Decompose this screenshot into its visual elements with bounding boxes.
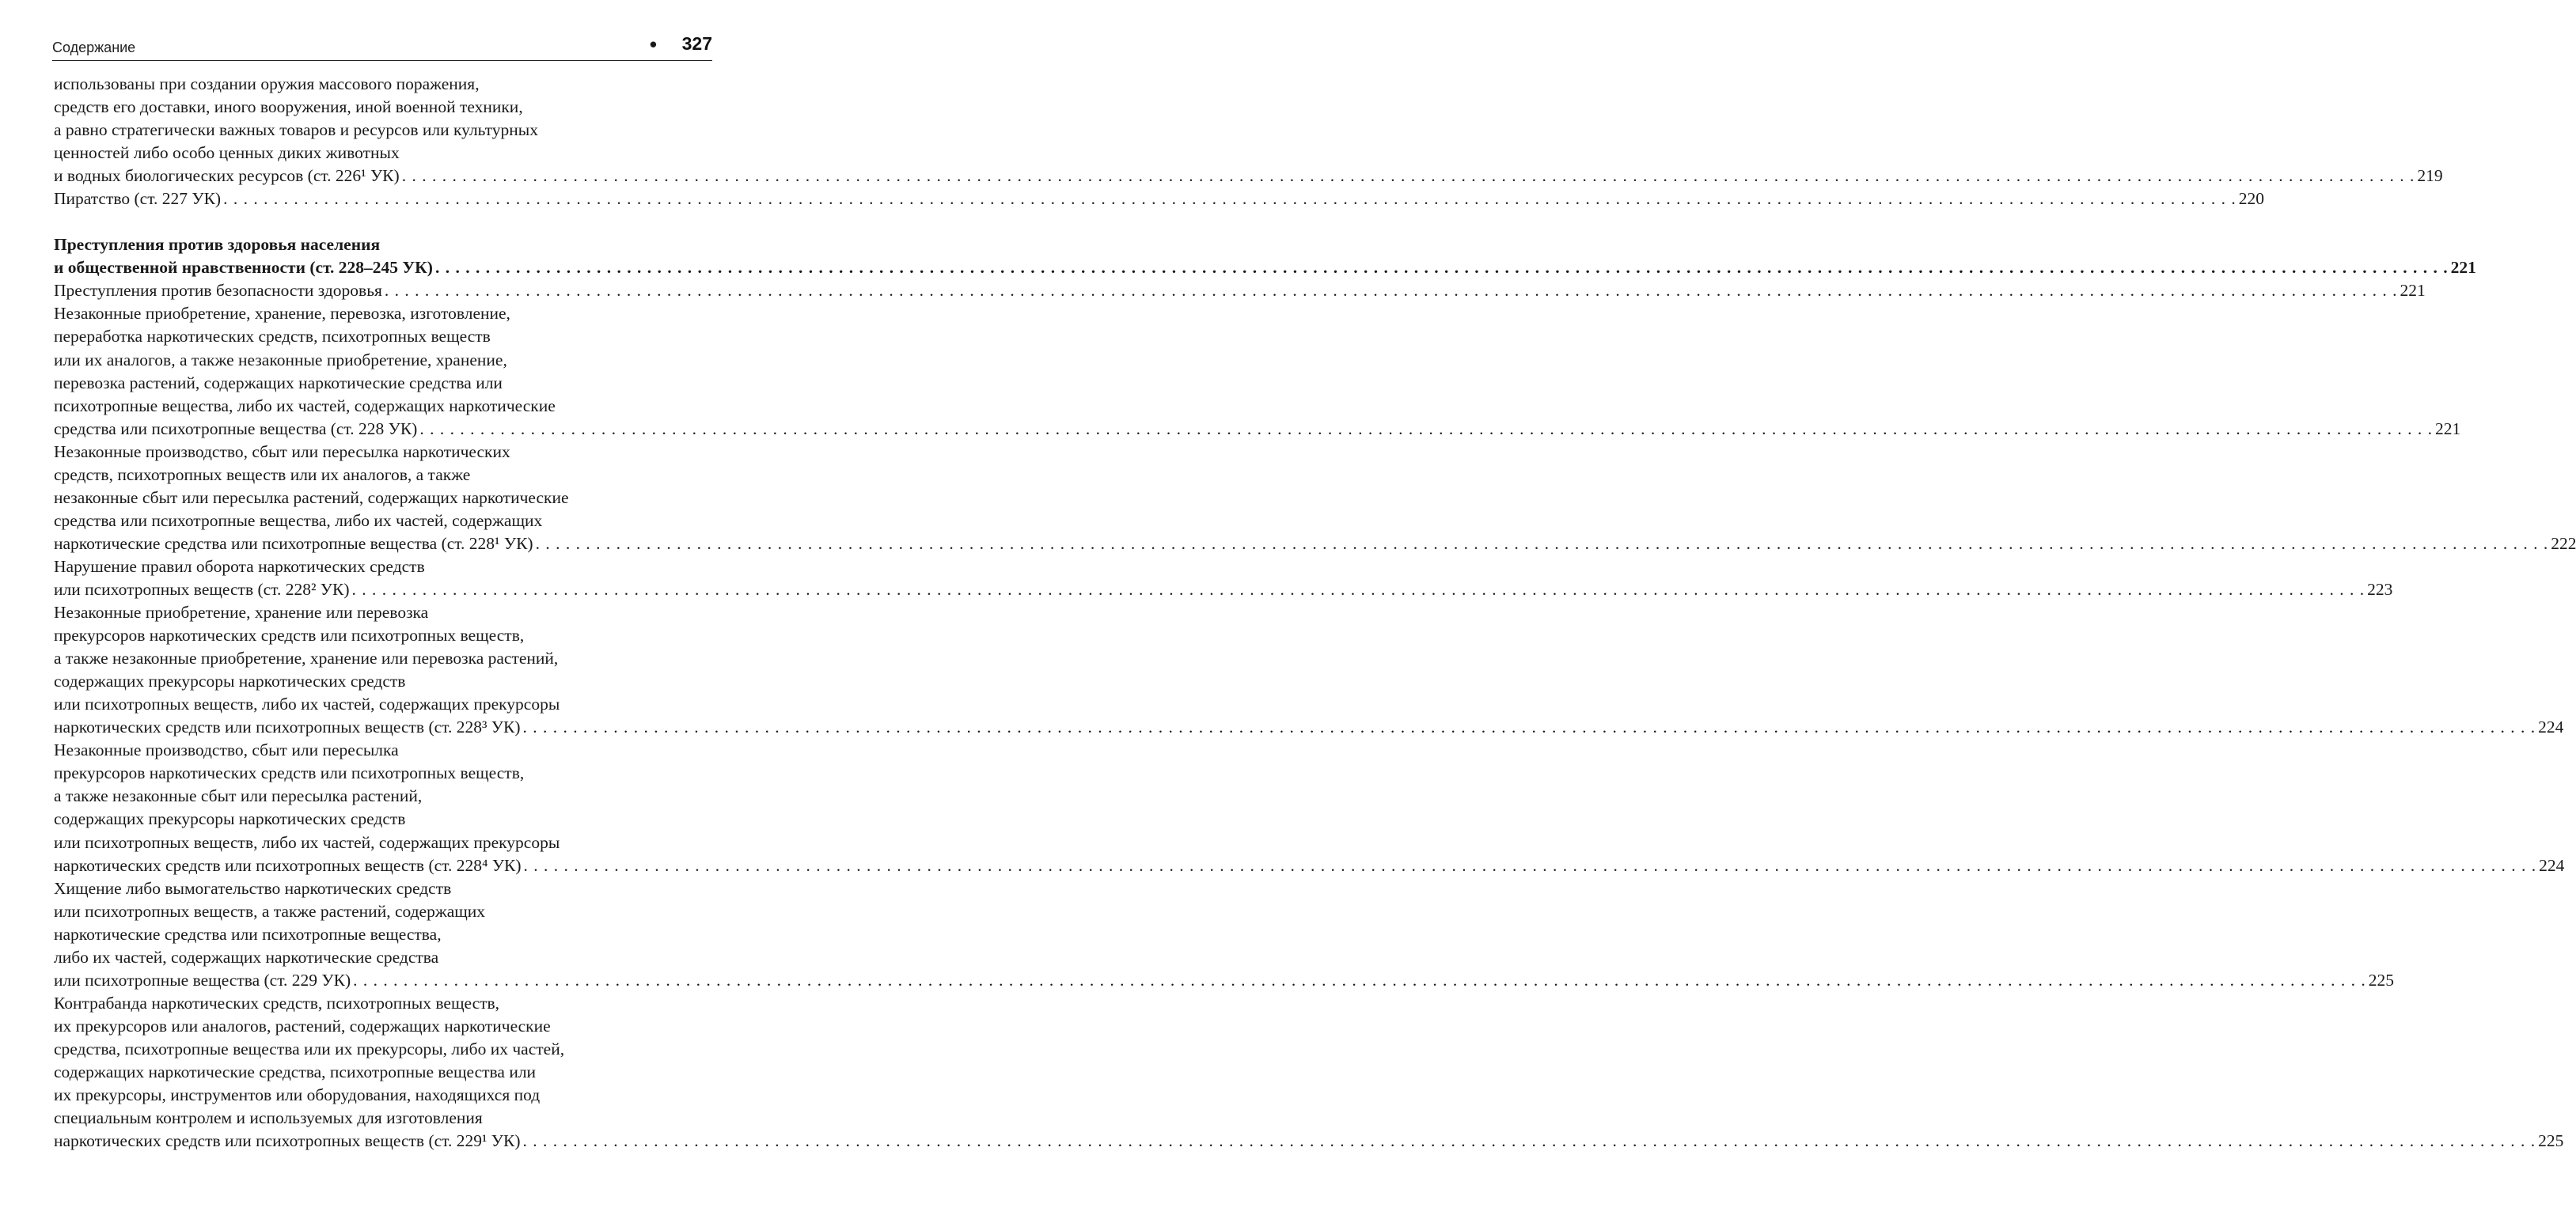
toc-line: средства, психотропные вещества или их прекурсоры, либо их частей, bbox=[54, 1039, 565, 1058]
toc-entry-text: наркотических средств или психотропных веществ (ст. 228³ УК) bbox=[54, 718, 521, 737]
toc-line: а равно стратегически важных товаров и ресурсов или культурных bbox=[54, 120, 538, 140]
toc-entry bbox=[54, 739, 2565, 877]
toc-entry bbox=[54, 279, 2426, 302]
toc-line: Незаконные приобретение, хранение, перевозка, изготовление, bbox=[54, 304, 510, 324]
toc-line: Незаконные производство, сбыт или пересылка bbox=[54, 740, 399, 760]
toc-line bbox=[54, 578, 2393, 601]
dot-leader: . . . . . . . . . . . . . . . . . . . . . . . . . . . . . . . . . . . . . . . . . . . . . . . . . . . . . . . . . . . . . . . . . . . . . . . . . . . . . . . . . . . . . . . . . . . . . . . . . . . . . . . . . . . . . . . . . . . . . . . . . . . . . . . . . . . . . . . . . . . . . . . . . . . . . . . . . . . . . . . . . . . . . . . . . . . . . . . . . . . . . . . . . . . . . . . . . . . . . . . . bbox=[353, 970, 2366, 990]
toc-page-number: 221 bbox=[2434, 418, 2461, 438]
toc-line: или их аналогов, а также незаконные приобретение, хранение, bbox=[54, 350, 507, 369]
toc-line: переработка наркотических средств, психотропных веществ bbox=[54, 327, 491, 346]
toc-page-number: 225 bbox=[2368, 970, 2394, 990]
toc-entry bbox=[54, 187, 2264, 210]
toc-line: Хищение либо вымогательство наркотических средств bbox=[54, 878, 452, 898]
dot-leader: . . . . . . . . . . . . . . . . . . . . . . . . . . . . . . . . . . . . . . . . . . . . . . . . . . . . . . . . . . . . . . . . . . . . . . . . . . . . . . . . . . . . . . . . . . . . . . . . . . . . . . . . . . . . . . . . . . . . . . . . . . . . . . . . . . . . . . . . . . . . . . . . . . . . . . . . . . . . . . . . . . . . . . . . . . . . . . . . . . . . . . . . . . . . . . . . . . . . . . . . bbox=[401, 166, 2415, 186]
toc-entry-text: и водных биологических ресурсов (ст. 226¹ УК) bbox=[54, 166, 400, 186]
toc-line: а также незаконные приобретение, хранение или перевозка растений, bbox=[54, 649, 559, 668]
toc-line: средств его доставки, иного вооружения, иной военной техники, bbox=[54, 97, 523, 117]
toc-line: их прекурсоров или аналогов, растений, содержащих наркотические bbox=[54, 1016, 551, 1036]
toc-line: или психотропных веществ, либо их частей, содержащих прекурсоры bbox=[54, 832, 560, 852]
dot-leader: . . . . . . . . . . . . . . . . . . . . . . . . . . . . . . . . . . . . . . . . . . . . . . . . . . . . . . . . . . . . . . . . . . . . . . . . . . . . . . . . . . . . . . . . . . . . . . . . . . . . . . . . . . . . . . . . . . . . . . . . . . . . . . . . . . . . . . . . . . . . . . . . . . . . . . . . . . . . . . . . . . . . . . . . . . . . . . . . . . . . . . . . . . . . . . . . . . . . . . . . bbox=[223, 189, 2236, 209]
toc-line: психотропные вещества, либо их частей, содержащих наркотические bbox=[54, 396, 556, 415]
toc-line bbox=[54, 716, 2564, 739]
toc-entry bbox=[54, 302, 2461, 440]
toc-entry bbox=[54, 73, 2443, 187]
toc-line: прекурсоров наркотических средств или психотропных веществ, bbox=[54, 626, 525, 646]
toc-line: их прекурсоры, инструментов или оборудования, находящихся под bbox=[54, 1085, 541, 1105]
dot-leader: . . . . . . . . . . . . . . . . . . . . . . . . . . . . . . . . . . . . . . . . . . . . . . . . . . . . . . . . . . . . . . . . . . . . . . . . . . . . . . . . . . . . . . . . . . . . . . . . . . . . . . . . . . . . . . . . . . . . . . . . . . . . . . . . . . . . . . . . . . . . . . . . . . . . . . . . . . . . . . . . . . . . . . . . . . . . . . . . . . . . . . . . . . . . . . . . . . . . . . . . bbox=[535, 533, 2549, 553]
dot-leader: . . . . . . . . . . . . . . . . . . . . . . . . . . . . . . . . . . . . . . . . . . . . . . . . . . . . . . . . . . . . . . . . . . . . . . . . . . . . . . . . . . . . . . . . . . . . . . . . . . . . . . . . . . . . . . . . . . . . . . . . . . . . . . . . . . . . . . . . . . . . . . . . . . . . . . . . . . . . . . . . . . . . . . . . . . . . . . . . . . . . . . . . . . . . . . . . . . . . . . . . bbox=[522, 1131, 2536, 1151]
dot-leader: . . . . . . . . . . . . . . . . . . . . . . . . . . . . . . . . . . . . . . . . . . . . . . . . . . . . . . . . . . . . . . . . . . . . . . . . . . . . . . . . . . . . . . . . . . . . . . . . . . . . . . . . . . . . . . . . . . . . . . . . . . . . . . . . . . . . . . . . . . . . . . . . . . . . . . . . . . . . . . . . . . . . . . . . . . . . . . . . . . . . . . . . . . . . . . . . . . . . . . . . bbox=[523, 855, 2537, 875]
toc-entry-text: наркотических средств или психотропных веществ (ст. 228⁴ УК) bbox=[54, 855, 522, 875]
toc-line bbox=[54, 418, 2461, 441]
toc-entry-text: наркотические средства или психотропные вещества (ст. 228¹ УК) bbox=[54, 533, 533, 553]
toc-page-number: 224 bbox=[2538, 718, 2564, 737]
toc-line: Нарушение правил оборота наркотических средств bbox=[54, 556, 425, 576]
toc-entry-text: или психотропных веществ (ст. 228² УК) bbox=[54, 579, 350, 599]
toc-entry bbox=[54, 555, 2393, 601]
toc-line bbox=[54, 165, 2443, 187]
toc-line: средства или психотропные вещества, либо их частей, содержащих bbox=[54, 510, 543, 530]
table-of-contents bbox=[54, 73, 2576, 1153]
running-head: Содержание bbox=[52, 40, 136, 55]
toc-section-heading bbox=[54, 233, 2476, 279]
toc-page-number: 223 bbox=[2367, 579, 2393, 599]
toc-line bbox=[54, 854, 2565, 877]
toc-page-number: 224 bbox=[2539, 855, 2565, 875]
page-header bbox=[52, 32, 712, 61]
toc-entry-text: и общественной нравственности (ст. 228–245 УК) bbox=[54, 258, 433, 278]
dot-leader: . . . . . . . . . . . . . . . . . . . . . . . . . . . . . . . . . . . . . . . . . . . . . . . . . . . . . . . . . . . . . . . . . . . . . . . . . . . . . . . . . . . . . . . . . . . . . . . . . . . . . . . . . . . . . . . . . . . . . . . . . . . . . . . . . . . . . . . . . . . . . . . . . . . . . . . . . . . . . . . . . . . . . . . . . . . . . . . . . . . . . . . . . . . . . . . . . . . . . . . . bbox=[434, 258, 2449, 278]
toc-line: наркотические средства или психотропные вещества, bbox=[54, 924, 442, 944]
toc-line: либо их частей, содержащих наркотические средства bbox=[54, 947, 439, 967]
toc-line bbox=[54, 1130, 2564, 1153]
dot-leader: . . . . . . . . . . . . . . . . . . . . . . . . . . . . . . . . . . . . . . . . . . . . . . . . . . . . . . . . . . . . . . . . . . . . . . . . . . . . . . . . . . . . . . . . . . . . . . . . . . . . . . . . . . . . . . . . . . . . . . . . . . . . . . . . . . . . . . . . . . . . . . . . . . . . . . . . . . . . . . . . . . . . . . . . . . . . . . . . . . . . . . . . . . . . . . . . . . . . . . . . bbox=[419, 418, 2433, 438]
toc-entry bbox=[54, 877, 2394, 992]
toc-entry bbox=[54, 992, 2564, 1153]
toc-entry-text: или психотропные вещества (ст. 229 УК) bbox=[54, 970, 351, 990]
toc-entry-text: средства или психотропные вещества (ст. 228 УК) bbox=[54, 418, 418, 438]
toc-line bbox=[54, 279, 2426, 302]
toc-line: Незаконные приобретение, хранение или перевозка bbox=[54, 603, 429, 623]
toc-line: специальным контролем и используемых для изготовления bbox=[54, 1108, 483, 1128]
toc-line: Незаконные производство, сбыт или пересылка наркотических bbox=[54, 441, 510, 461]
toc-entry bbox=[54, 441, 2576, 555]
toc-line: перевозка растений, содержащих наркотические средства или bbox=[54, 373, 503, 392]
toc-entry bbox=[54, 601, 2564, 739]
toc-line: Контрабанда наркотических средств, психотропных веществ, bbox=[54, 993, 500, 1013]
toc-line: ценностей либо особо ценных диких животных bbox=[54, 143, 400, 163]
toc-line bbox=[54, 532, 2576, 555]
toc-line: прекурсоров наркотических средств или психотропных веществ, bbox=[54, 763, 525, 783]
toc-entry-text: наркотических средств или психотропных веществ (ст. 229¹ УК) bbox=[54, 1131, 521, 1151]
dot-leader: . . . . . . . . . . . . . . . . . . . . . . . . . . . . . . . . . . . . . . . . . . . . . . . . . . . . . . . . . . . . . . . . . . . . . . . . . . . . . . . . . . . . . . . . . . . . . . . . . . . . . . . . . . . . . . . . . . . . . . . . . . . . . . . . . . . . . . . . . . . . . . . . . . . . . . . . . . . . . . . . . . . . . . . . . . . . . . . . . . . . . . . . . . . . . . . . . . . . . . . . bbox=[384, 281, 2398, 301]
toc-line: Преступления против здоровья населения bbox=[54, 235, 381, 255]
toc-page-number: 219 bbox=[2417, 166, 2443, 186]
toc-line: незаконные сбыт или пересылка растений, содержащих наркотические bbox=[54, 487, 569, 507]
toc-page-number: 221 bbox=[2450, 258, 2476, 278]
toc-line bbox=[54, 256, 2476, 279]
toc-page-number: 221 bbox=[2400, 281, 2426, 301]
toc-page-number: 225 bbox=[2538, 1131, 2564, 1151]
toc-line: содержащих наркотические средства, психотропные вещества или bbox=[54, 1062, 537, 1081]
toc-line bbox=[54, 187, 2264, 210]
header-bullet: • bbox=[649, 32, 657, 56]
toc-entry-text: Пиратство (ст. 227 УК) bbox=[54, 189, 222, 209]
section-gap bbox=[54, 210, 714, 233]
toc-line: или психотропных веществ, а также растений, содержащих bbox=[54, 901, 486, 921]
toc-line: средств, психотропных веществ или их аналогов, а также bbox=[54, 464, 471, 484]
dot-leader: . . . . . . . . . . . . . . . . . . . . . . . . . . . . . . . . . . . . . . . . . . . . . . . . . . . . . . . . . . . . . . . . . . . . . . . . . . . . . . . . . . . . . . . . . . . . . . . . . . . . . . . . . . . . . . . . . . . . . . . . . . . . . . . . . . . . . . . . . . . . . . . . . . . . . . . . . . . . . . . . . . . . . . . . . . . . . . . . . . . . . . . . . . . . . . . . . . . . . . . . bbox=[351, 579, 2365, 599]
toc-line: содержащих прекурсоры наркотических средств bbox=[54, 809, 406, 829]
toc-line bbox=[54, 969, 2394, 992]
toc-line: содержащих прекурсоры наркотических средств bbox=[54, 672, 406, 691]
toc-line: а также незаконные сбыт или пересылка растений, bbox=[54, 786, 423, 806]
toc-line: или психотропных веществ, либо их частей, содержащих прекурсоры bbox=[54, 695, 560, 714]
toc-page-number: 222 bbox=[2551, 533, 2576, 553]
page-number: 327 bbox=[681, 33, 712, 54]
toc-page-number: 220 bbox=[2238, 189, 2264, 209]
dot-leader: . . . . . . . . . . . . . . . . . . . . . . . . . . . . . . . . . . . . . . . . . . . . . . . . . . . . . . . . . . . . . . . . . . . . . . . . . . . . . . . . . . . . . . . . . . . . . . . . . . . . . . . . . . . . . . . . . . . . . . . . . . . . . . . . . . . . . . . . . . . . . . . . . . . . . . . . . . . . . . . . . . . . . . . . . . . . . . . . . . . . . . . . . . . . . . . . . . . . . . . . bbox=[522, 718, 2536, 737]
toc-line: использованы при создании оружия массового поражения, bbox=[54, 74, 480, 93]
toc-entry-text: Преступления против безопасности здоровья bbox=[54, 281, 382, 301]
